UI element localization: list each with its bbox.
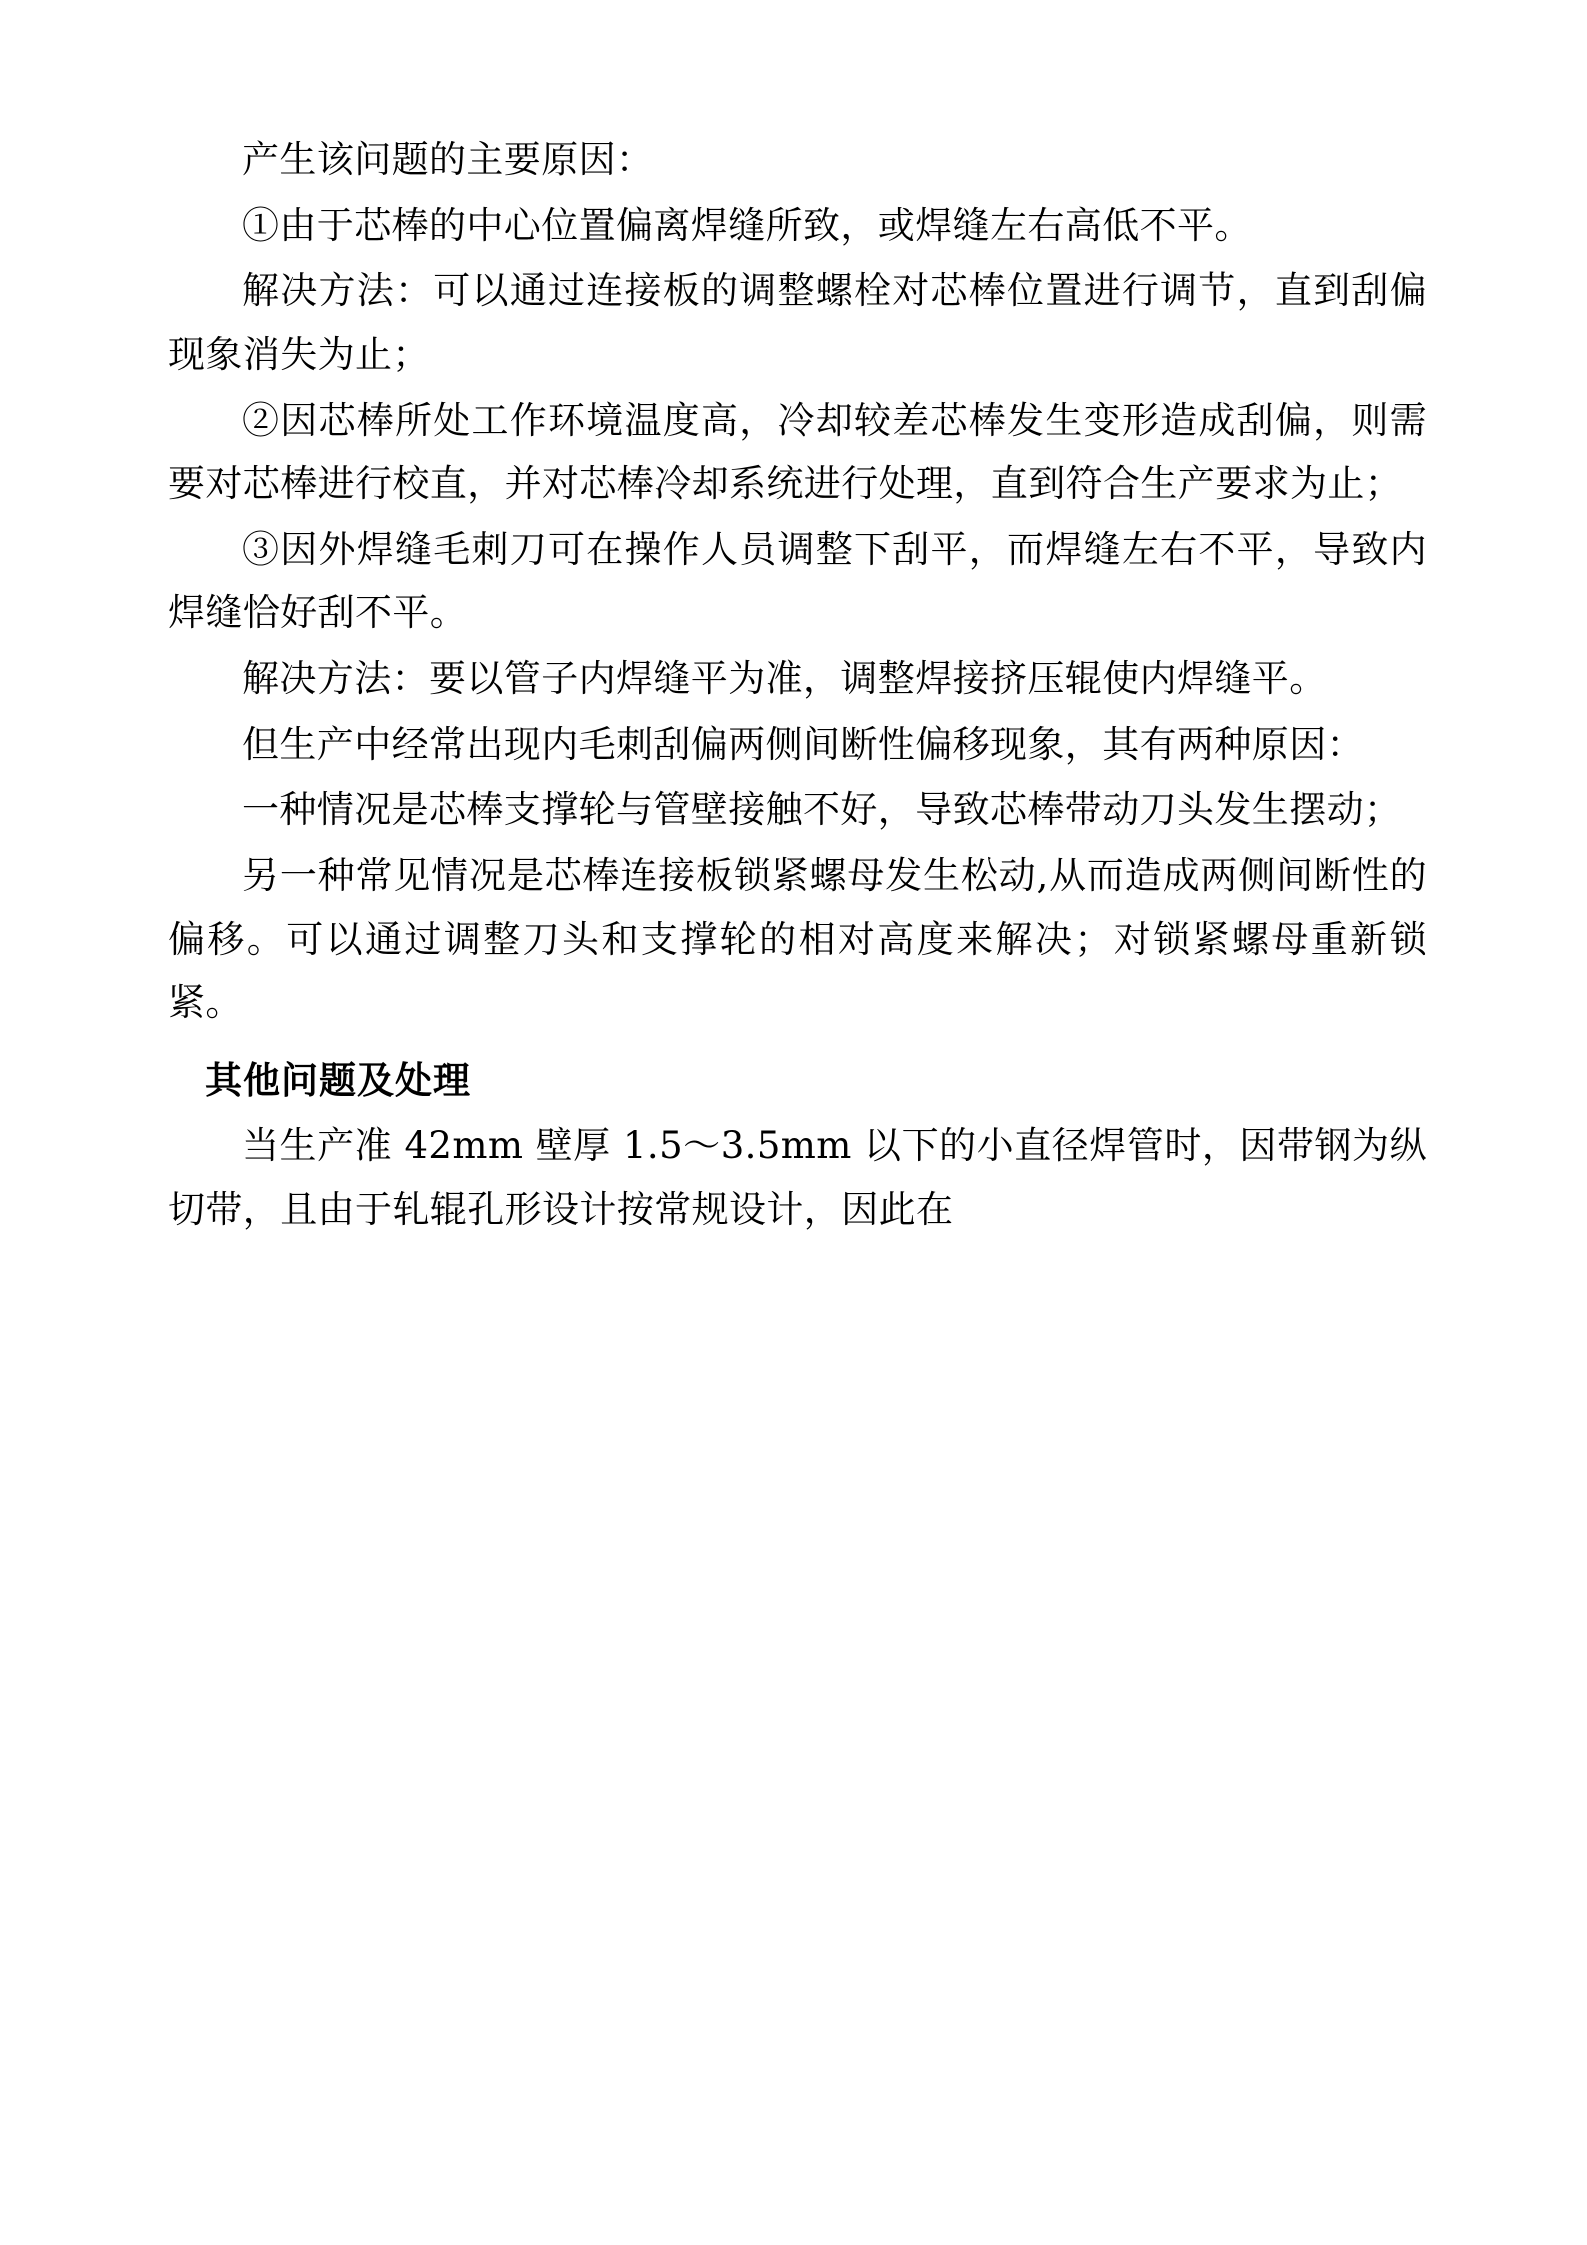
paragraph-cause-2: ②因芯棒所处工作环境温度高，冷却较差芯棒发生变形造成刮偏，则需要对芯棒进行校直，并对芯棒冷却系统进行处理，直到符合生产要求为止； — [168, 398, 1427, 506]
paragraph-solution-1: 解决方法：可以通过连接板的调整螺栓对芯棒位置进行调节，直到刮偏现象消失为止； — [168, 269, 1427, 376]
paragraph-production-note: 但生产中经常出现内毛刺刮偏两侧间断性偏移现象，其有两种原因： — [242, 722, 1364, 766]
document-body — [168, 128, 1427, 1242]
section-heading-other-issues: 其他问题及处理 — [205, 1058, 471, 1102]
paragraph-reason-a: 一种情况是芯棒支撑轮与管壁接触不好，导致芯棒带动刀头发生摆动； — [242, 788, 1402, 832]
paragraph-cause-intro: 产生该问题的主要原因： — [242, 138, 654, 181]
paragraph-cause-3: ③因外焊缝毛刺刀可在操作人员调整下刮平，而焊缝左右不平，导致内焊缝恰好刮不平。 — [168, 527, 1427, 635]
paragraph-closing: 当生产准 42mm 壁厚 1.5～3.5mm 以下的小直径焊管时，因带钢为纵切带，且由于轧辊孔形设计按常规设计，因此在 — [168, 1124, 1427, 1231]
paragraph-cause-1: ①由于芯棒的中心位置偏离焊缝所致，或焊缝左右高低不平。 — [242, 203, 1252, 247]
paragraph-reason-b: 另一种常见情况是芯棒连接板锁紧螺母发生松动,从而造成两侧间断性的偏移。可以通过调整刀头和支撑轮的相对高度来解决；对锁紧螺母重新锁紧。 — [168, 853, 1427, 1025]
paragraph-solution-2: 解决方法：要以管子内焊缝平为准，调整焊接挤压辊使内焊缝平。 — [242, 657, 1327, 700]
